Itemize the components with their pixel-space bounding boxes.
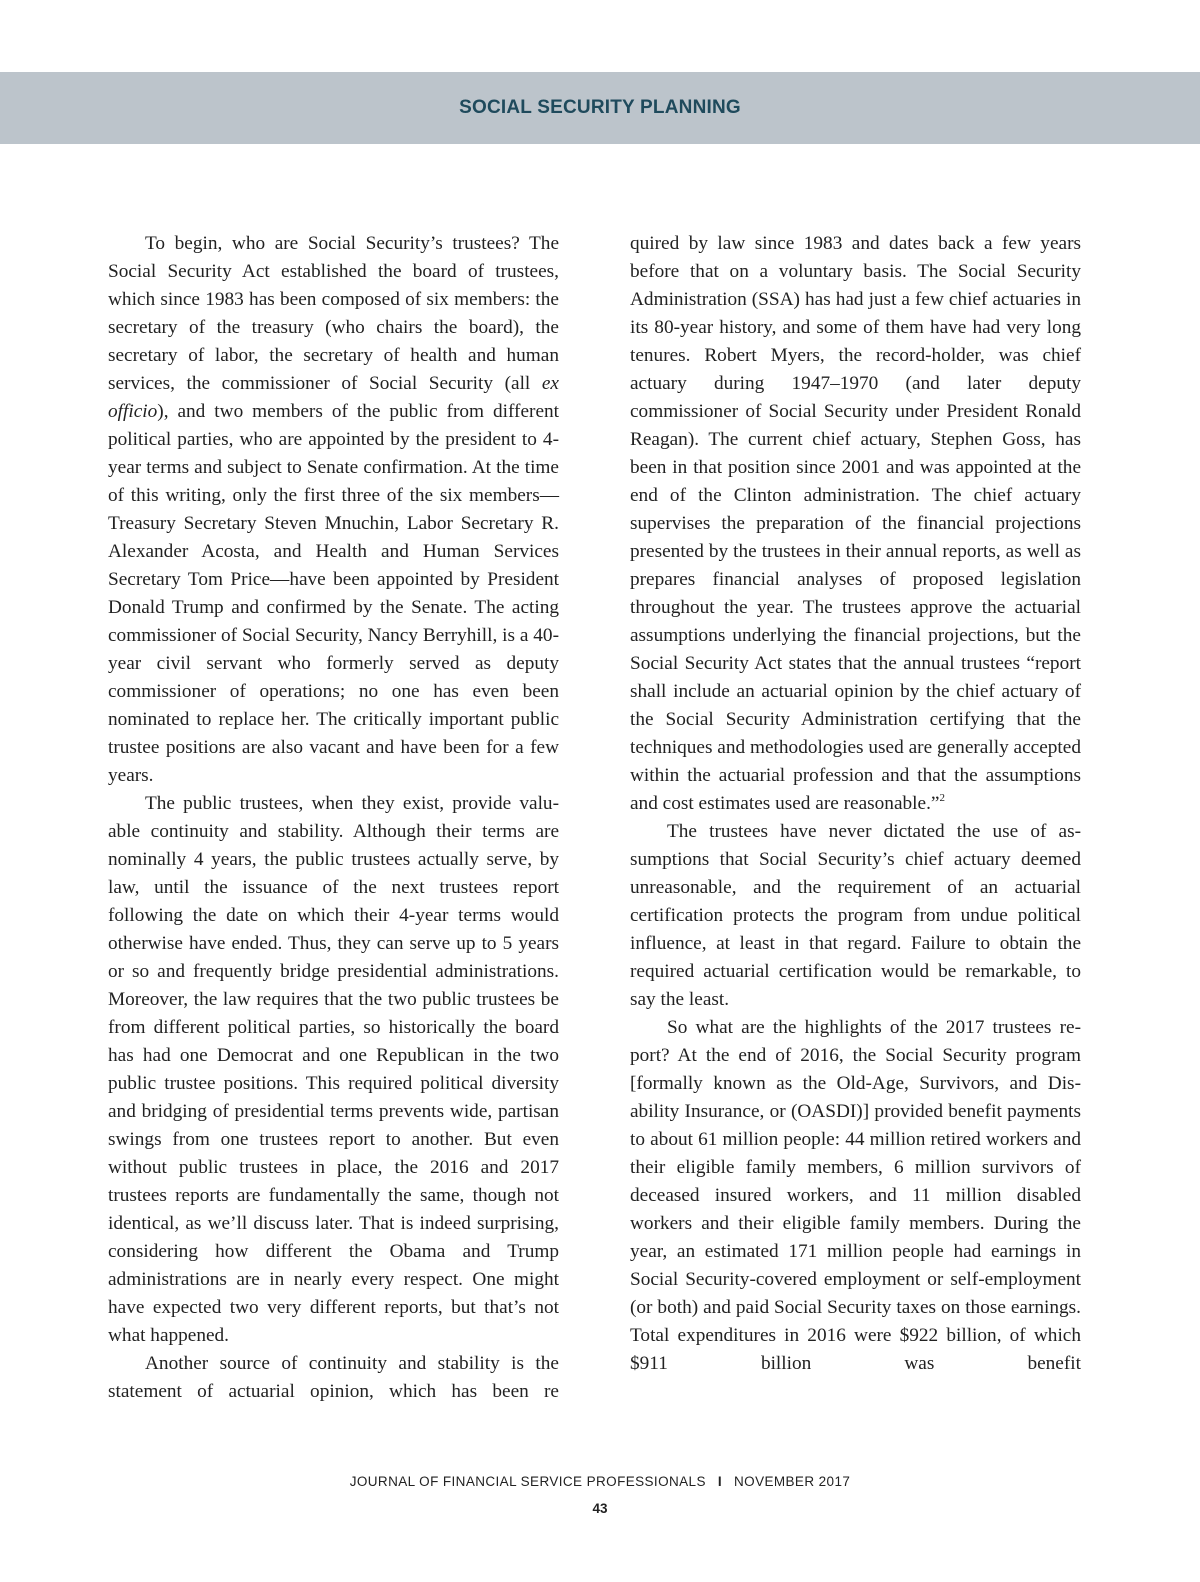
- section-header-band: [0, 72, 1200, 144]
- paragraph: The trustees have never dictated the use of assumptions that Social Security’s chief actuary deemed unreasonable, and the requirement of an actuarial certification protects the program from undue political influence, at least in that regard. Failure to obtain the required actuarial certification would be remarkable, to say the least.: [630, 821, 1081, 1010]
- paragraph: The public trustees, when they exist, provide valuable continuity and stability. Although their terms are nominally 4 years, the public trustees actually serve, by law, until the issuance of the next trustees report following the date on which their 4-year terms would otherwise have ended. Thus, they can serve up to 5 years or so and frequently bridge presidential administrations. Moreover, the law requires that the two public trustees be from different political parties, so historically the board has had one Democrat and one Republican in the two public trustee positions. This required political diversity and bridging of presidential terms prevents wide, partisan swings from one trustees report to another. But even without public trustees in place, the 2016 and 2017 trustees reports are fundamentally the same, though not identical, as we’ll discuss later. That is indeed surprising, considering how different the Obama and Trump administrations are in nearly every respect. One might have expected two very different reports, but that’s not what happened.: [108, 793, 559, 1346]
- paragraph-text: ), and two members of the public from different political parties, who are appointed by the president to 4-year terms and subject to Senate confirmation. At the time of this writing, only the first three of the six members—Treasury Secretary Steven Mnuchin, Labor Secretary R. Alexander Acosta, and Health and Human Services Secretary Tom Price—have been appointed by President Donald Trump and confirmed by the Senate. The acting commissioner of Social Security, Nancy Berryhill, is a 40-year civil servant who formerly served as deputy commissioner of operations; no one has even been nominated to replace her. The critically important public trustee positions are also vacant and have been for a few years.: [108, 401, 559, 786]
- page-number: 43: [592, 1501, 608, 1516]
- journal-name: JOURNAL OF FINANCIAL SERVICE PROFESSIONALS: [349, 1474, 706, 1489]
- left-column: [108, 230, 559, 1406]
- paragraph-text: To begin, who are Social Security’s trustees? The Social Security Act established the board of trustees, which since 1983 has been composed of six members: the secretary of the treasury (who chairs the board), the secretary of labor, the secretary of health and human services, the commissioner of Social Security (all: [108, 233, 559, 394]
- footer-separator: I: [717, 1474, 723, 1489]
- italic-phrase: ex officio: [108, 373, 559, 422]
- paragraph: [108, 230, 559, 790]
- footnote-reference[interactable]: 2: [939, 792, 945, 804]
- paragraph: Another source of continuity and stability is the statement of actuarial opinion, which has been re: [108, 1353, 559, 1402]
- right-column: [630, 230, 1081, 1378]
- paragraph: [630, 230, 1081, 818]
- paragraph-text: quired by law since 1983 and dates back a few years before that on a voluntary basis. The Social Security Administration (SSA) has had just a few chief actuaries in its 80-year history, and some of them have had very long tenures. Robert Myers, the record-holder, was chief actuary during 1947–1970 (and later deputy commissioner of Social Security under President Ronald Reagan). The current chief actuary, Stephen Goss, has been in that position since 2001 and was appointed at the end of the Clinton administration. The chief actuary supervises the preparation of the financial projections presented by the trustees in their annual reports, as well as prepares financial analyses of proposed legislation throughout the year. The trustees approve the actuarial assumptions underlying the financial projections, but the Social Security Act states that the annual trustees “report shall include an actuarial opinion by the chief actuary of the Social Security Administration certifying that the techniques and methodologies used are generally accepted within the actuarial profession and that the assumptions and cost estimates used are reasonable.”: [630, 233, 1081, 814]
- paragraph: So what are the highlights of the 2017 trustees report? At the end of 2016, the Social Security program [formally known as the Old-Age, Survivors, and Disability Insurance, or (OASDI)] provided benefit payments to about 61 million people: 44 million retired workers and their eligible family members, 6 million survivors of deceased insured workers, and 11 million disabled workers and their eligible family members. During the year, an estimated 171 million people had earnings in Social Security-covered employment or self-employment (or both) and paid Social Security taxes on those earnings. Total expenditures in 2016 were $922 billion, of which $911 billion was benefit: [630, 1017, 1081, 1374]
- page-footer: [0, 1474, 1200, 1489]
- issue-date: NOVEMBER 2017: [734, 1474, 851, 1489]
- section-title: SOCIAL SECURITY PLANNING: [459, 97, 741, 118]
